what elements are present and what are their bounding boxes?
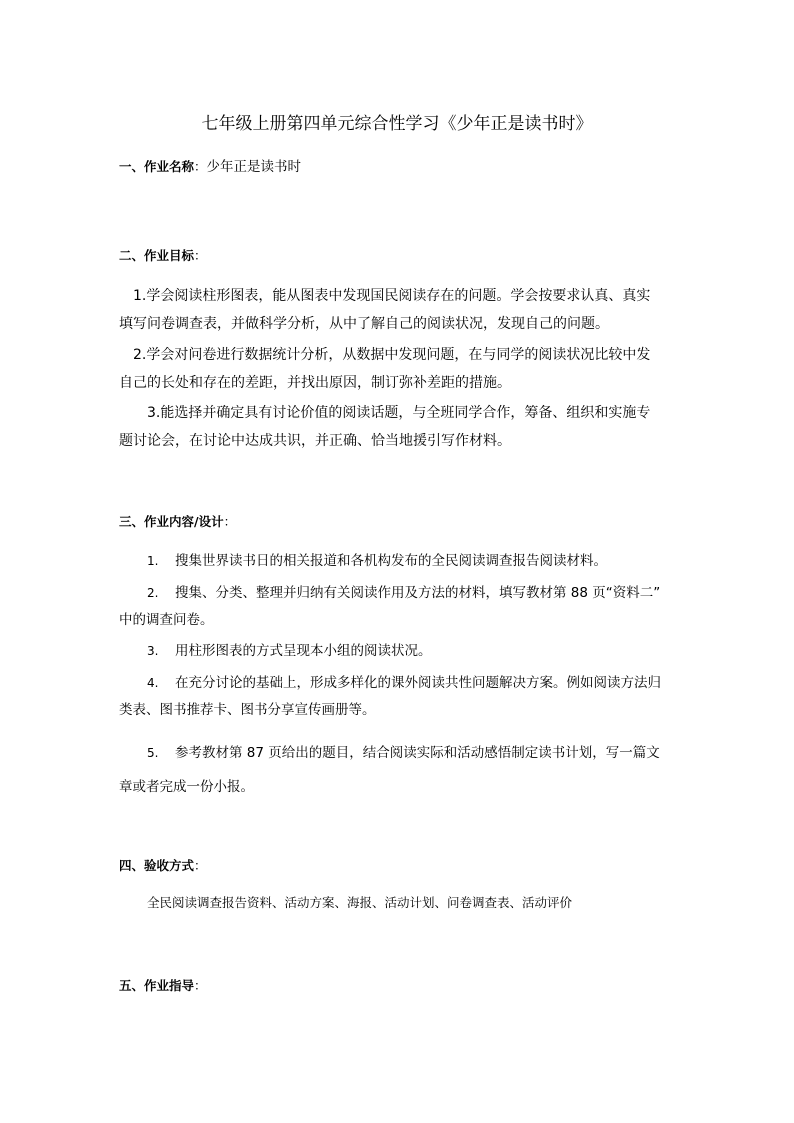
section-2-colon: ： — [194, 248, 207, 263]
goal-1-line-1: 1.学会阅读柱形图表，能从图表中发现国民阅读存在的问题。学会按要求认真、真实 — [133, 288, 651, 304]
goal-paragraph-3 — [119, 399, 679, 455]
goal-2-line-1: 2.学会对问卷进行数据统计分析，从数据中发现问题，在与同学的阅读状况比较中发 — [133, 347, 651, 363]
item-3-number: 3. — [147, 644, 159, 658]
content-item-4 — [119, 670, 679, 724]
item-5-line-1: 参考教材第 87 页给出的题目，结合阅读实际和活动感悟制定读书计划，写一篇文 — [175, 745, 660, 761]
item-1-number: 1. — [147, 554, 159, 568]
section-3-colon: ： — [223, 514, 237, 529]
item-4-line-2: 类表、图书推荐卡、图书分享宣传画册等。 — [119, 702, 376, 718]
content-item-1 — [147, 548, 679, 575]
section-2-heading — [119, 247, 207, 265]
section-4-label: 四、验收方式 — [119, 858, 195, 873]
section-4-colon: ： — [194, 858, 207, 873]
section-5-heading — [119, 977, 207, 995]
section-1-heading — [119, 158, 301, 176]
section-2-label: 二、作业目标 — [119, 248, 195, 263]
section-4-heading — [119, 857, 207, 875]
item-5-line-2: 章或者完成一份小报。 — [119, 779, 254, 795]
section-1-value: 少年正是读书时 — [206, 159, 302, 175]
goal-paragraph-2 — [119, 341, 679, 397]
section-1-label: 一、作业名称 — [119, 159, 195, 174]
item-4-number: 4. — [147, 676, 159, 690]
goal-1-line-2: 填写问卷调查表，并做科学分析，从中了解自己的阅读状况，发现自己的问题。 — [119, 316, 609, 332]
item-2-line-2: 中的调查问卷。 — [119, 612, 214, 628]
section-1-colon: ： — [194, 159, 207, 174]
document-title: 七年级上册第四单元综合性学习《少年正是读书时》 — [201, 114, 593, 134]
goal-3-line-2: 题讨论会，在讨论中达成共识，并正确、恰当地援引写作材料。 — [119, 433, 511, 449]
content-item-3 — [147, 638, 679, 665]
item-1-line-1: 搜集世界读书日的相关报道和各机构发布的全民阅读调查报告阅读材料。 — [175, 553, 607, 569]
content-item-2 — [119, 580, 679, 634]
item-5-number: 5. — [147, 746, 159, 760]
item-4-line-1: 在充分讨论的基础上，形成多样化的课外阅读共性问题解决方案。例如阅读方法归 — [175, 675, 661, 691]
acceptance-text: 全民阅读调查报告资料、活动方案、海报、活动计划、问卷调查表、活动评价 — [147, 895, 573, 910]
item-2-line-1: 搜集、分类、整理并归纳有关阅读作用及方法的材料，填写教材第 88 页“资料二” — [175, 585, 661, 601]
section-3-heading — [119, 513, 236, 531]
content-item-5 — [119, 736, 679, 804]
item-2-number: 2. — [147, 586, 159, 600]
section-3-label: 三、作业内容/设计 — [119, 514, 224, 529]
section-5-label: 五、作业指导 — [119, 978, 195, 993]
item-3-line-1: 用柱形图表的方式呈现本小组的阅读状况。 — [175, 643, 432, 659]
goal-2-line-2: 自己的长处和存在的差距，并找出原因，制订弥补差距的措施。 — [119, 375, 511, 391]
goal-paragraph-1 — [119, 282, 679, 338]
section-5-colon: ： — [194, 978, 207, 993]
goal-3-line-1: 3.能选择并确定具有讨论价值的阅读话题，与全班同学合作，筹备、组织和实施专 — [147, 405, 651, 421]
